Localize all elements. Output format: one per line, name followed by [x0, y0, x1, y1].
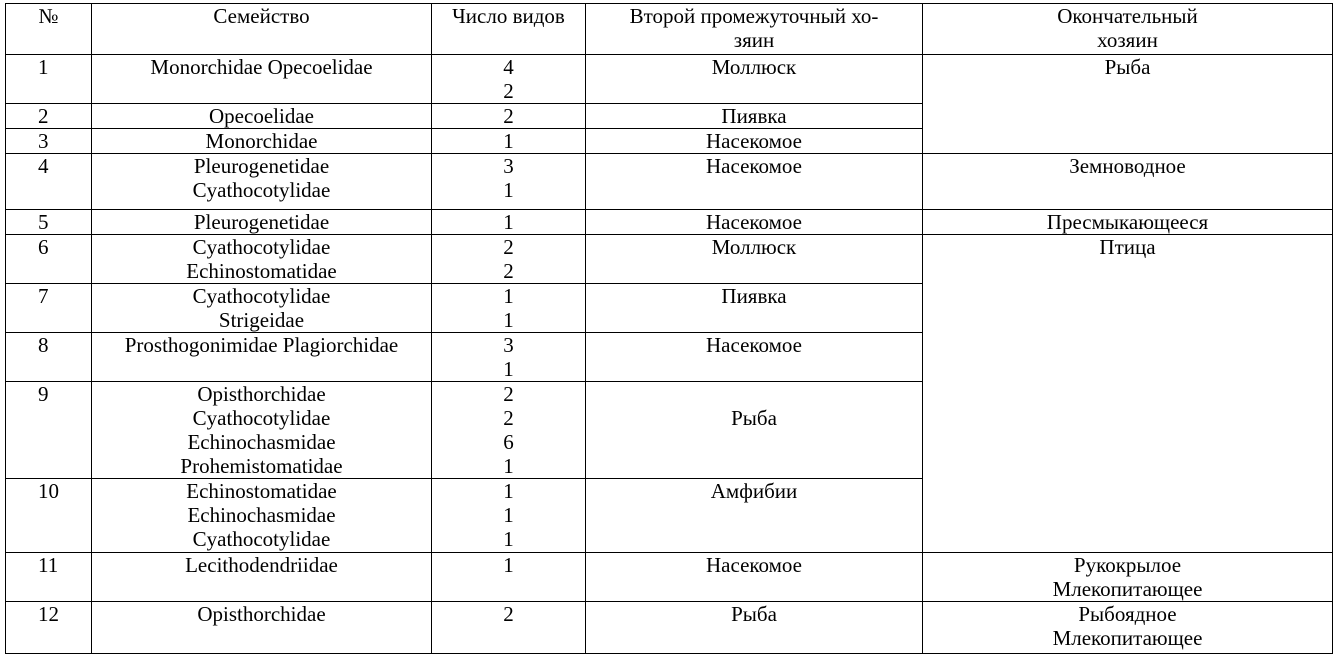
row-number: 5: [6, 210, 92, 235]
second-host-cell: Моллюск: [586, 235, 923, 284]
header-final-host: Окончательный хозяин: [923, 4, 1333, 55]
trematode-host-table: [5, 3, 1333, 654]
species-count-cell: 4 2: [432, 55, 586, 104]
family-cell: Prosthogonimidae Plagiorchidae: [92, 333, 432, 382]
row-number: 7: [6, 284, 92, 333]
second-host-cell: Насекомое: [586, 129, 923, 154]
species-count-cell: 1 1 1: [432, 479, 586, 553]
table-row: [6, 602, 1333, 654]
second-host-cell: Моллюск: [586, 55, 923, 104]
species-count-cell: 1: [432, 129, 586, 154]
table-row: [6, 55, 1333, 104]
header-second-intermediate-host: Второй промежуточный хо- зяин: [586, 4, 923, 55]
species-count-cell: 1: [432, 210, 586, 235]
table-header-row: [6, 4, 1333, 55]
second-host-cell: Пиявка: [586, 104, 923, 129]
family-cell: Opisthorchidae Cyathocotylidae Echinochasmidae Prohemistomatidae: [92, 382, 432, 479]
second-host-cell: Рыба: [586, 602, 923, 654]
species-count-cell: 2 2: [432, 235, 586, 284]
species-count-cell: 3 1: [432, 333, 586, 382]
table-row: [6, 235, 1333, 284]
second-host-cell: Амфибии: [586, 479, 923, 553]
final-host-cell-bird: Птица: [923, 235, 1333, 553]
second-host-cell: Насекомое: [586, 210, 923, 235]
second-host-cell: Рыба: [586, 382, 923, 479]
final-host-cell-bat: Рукокрылое Млекопитающее: [923, 553, 1333, 602]
final-host-cell-fish-eating-mammal: Рыбоядное Млекопитающее: [923, 602, 1333, 654]
family-cell: Monorchidae Opecoelidae: [92, 55, 432, 104]
species-count-cell: 2: [432, 602, 586, 654]
table-row: [6, 553, 1333, 602]
species-count-cell: 3 1: [432, 154, 586, 210]
final-host-cell-amphibian: Земноводное: [923, 154, 1333, 210]
row-number: 6: [6, 235, 92, 284]
table-row: [6, 154, 1333, 210]
family-cell: Cyathocotylidae Echinostomatidae: [92, 235, 432, 284]
header-family: Семейство: [92, 4, 432, 55]
table-row: [6, 210, 1333, 235]
row-number: 11: [6, 553, 92, 602]
header-number: №: [6, 4, 92, 55]
family-cell: Cyathocotylidae Strigeidae: [92, 284, 432, 333]
family-cell: Opisthorchidae: [92, 602, 432, 654]
family-cell: Echinostomatidae Echinochasmidae Cyathocotylidae: [92, 479, 432, 553]
second-host-cell: Насекомое: [586, 553, 923, 602]
final-host-cell-fish: Рыба: [923, 55, 1333, 154]
row-number: 12: [6, 602, 92, 654]
species-count-cell: 2: [432, 104, 586, 129]
second-host-cell: Пиявка: [586, 284, 923, 333]
family-cell: Opecoelidae: [92, 104, 432, 129]
species-count-cell: 2 2 6 1: [432, 382, 586, 479]
family-cell: Pleurogenetidae: [92, 210, 432, 235]
family-cell: Monorchidae: [92, 129, 432, 154]
row-number: 1: [6, 55, 92, 104]
row-number: 9: [6, 382, 92, 479]
family-cell: Lecithodendriidae: [92, 553, 432, 602]
row-number: 2: [6, 104, 92, 129]
final-host-cell-reptile: Пресмыкающееся: [923, 210, 1333, 235]
second-host-cell: Насекомое: [586, 333, 923, 382]
row-number: 4: [6, 154, 92, 210]
row-number: 8: [6, 333, 92, 382]
row-number: 3: [6, 129, 92, 154]
row-number: 10: [6, 479, 92, 553]
species-count-cell: 1: [432, 553, 586, 602]
family-cell: Pleurogenetidae Cyathocotylidae: [92, 154, 432, 210]
header-species-count: Число видов: [432, 4, 586, 55]
species-count-cell: 1 1: [432, 284, 586, 333]
second-host-cell: Насекомое: [586, 154, 923, 210]
